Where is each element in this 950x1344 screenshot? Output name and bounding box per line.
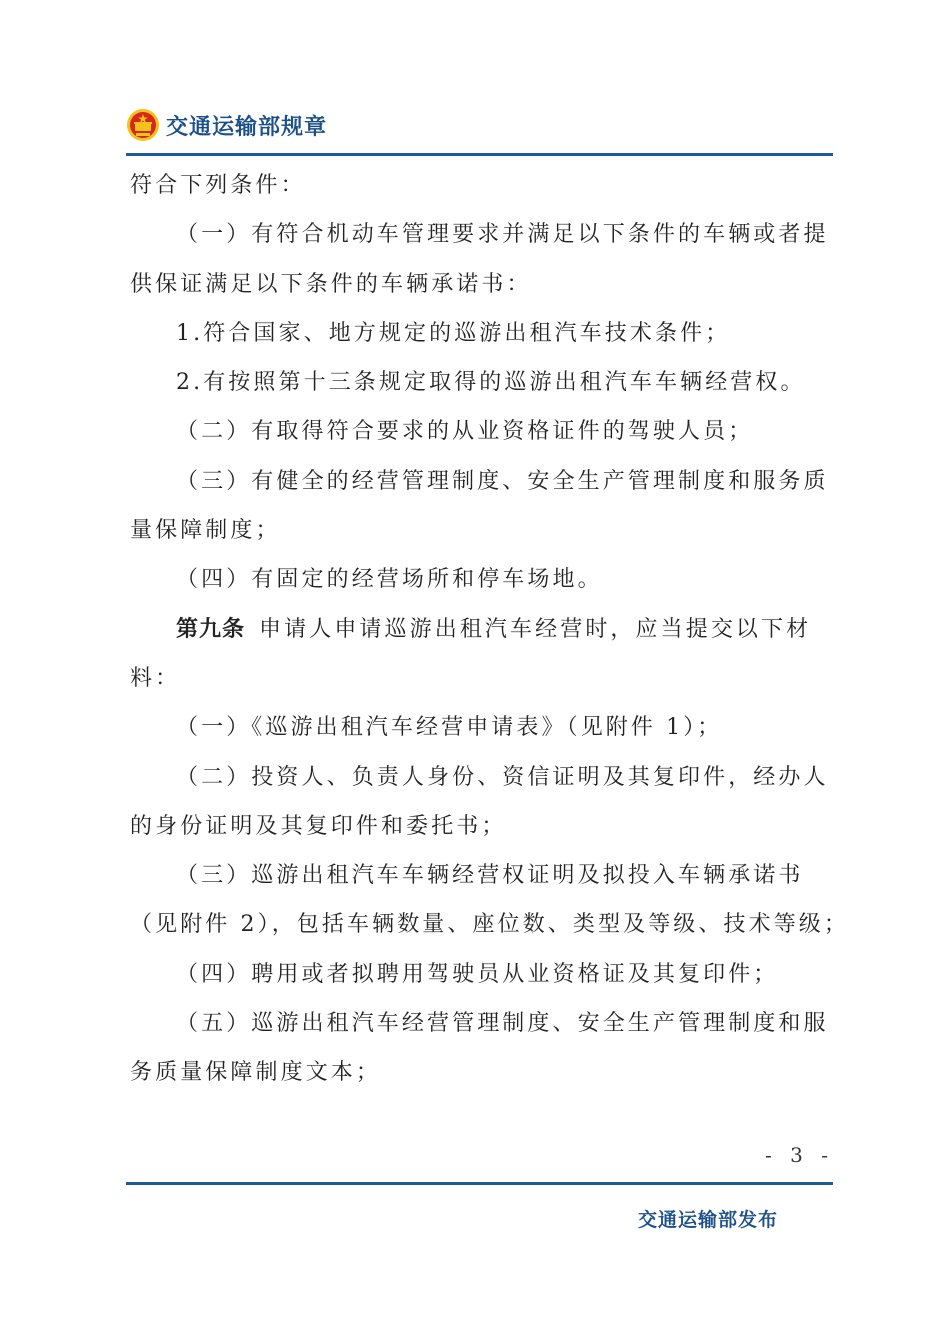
footer-publisher: 交通运输部发布 bbox=[637, 1209, 778, 1231]
body-line: （五）巡游出租汽车经营管理制度、安全生产管理制度和服 bbox=[176, 1011, 829, 1037]
footer-divider bbox=[126, 1182, 833, 1185]
body-line: （四）聘用或者拟聘用驾驶员从业资格证及其复印件； bbox=[176, 961, 779, 987]
body-line: （一）有符合机动车管理要求并满足以下条件的车辆或者提 bbox=[176, 222, 829, 248]
body-line: 料： bbox=[130, 665, 181, 691]
body-line: 务质量保障制度文本； bbox=[130, 1060, 382, 1086]
body-line-text: 申请人申请巡游出租汽车经营时，应当提交以下材 bbox=[259, 616, 812, 642]
body-line: （见附件 2），包括车辆数量、座位数、类型及等级、技术等级； bbox=[130, 912, 849, 938]
body-line: 供保证满足以下条件的车辆承诺书： bbox=[130, 271, 532, 297]
body-line: （二）投资人、负责人身份、资信证明及其复印件，经办人 bbox=[176, 764, 829, 790]
header-divider bbox=[126, 153, 833, 156]
body-line: （一）《巡游出租汽车经营申请表》（见附件 1）； bbox=[176, 715, 723, 741]
header-title: 交通运输部规章 bbox=[166, 114, 328, 140]
body-line: 的身份证明及其复印件和委托书； bbox=[130, 813, 507, 839]
body-line: （四）有固定的经营场所和停车场地。 bbox=[176, 567, 603, 593]
page-number: - 3 - bbox=[765, 1143, 834, 1167]
body-line: 量保障制度； bbox=[130, 518, 281, 544]
article-heading: 第九条 bbox=[176, 616, 246, 642]
body-line: 符合下列条件： bbox=[130, 173, 306, 198]
page-header bbox=[126, 100, 327, 150]
body-line: 1.符合国家、地方规定的巡游出租汽车技术条件； bbox=[176, 320, 731, 346]
body-line: 2.有按照第十三条规定取得的巡游出租汽车车辆经营权。 bbox=[176, 370, 806, 396]
document-body bbox=[130, 161, 849, 1098]
national-emblem-icon bbox=[126, 108, 160, 142]
body-line: （三）巡游出租汽车车辆经营权证明及拟投入车辆承诺书 bbox=[176, 863, 804, 889]
article-line bbox=[130, 605, 834, 654]
body-line: （二）有取得符合要求的从业资格证件的驾驶人员； bbox=[176, 419, 754, 445]
body-line: （三）有健全的经营管理制度、安全生产管理制度和服务质 bbox=[176, 468, 829, 494]
